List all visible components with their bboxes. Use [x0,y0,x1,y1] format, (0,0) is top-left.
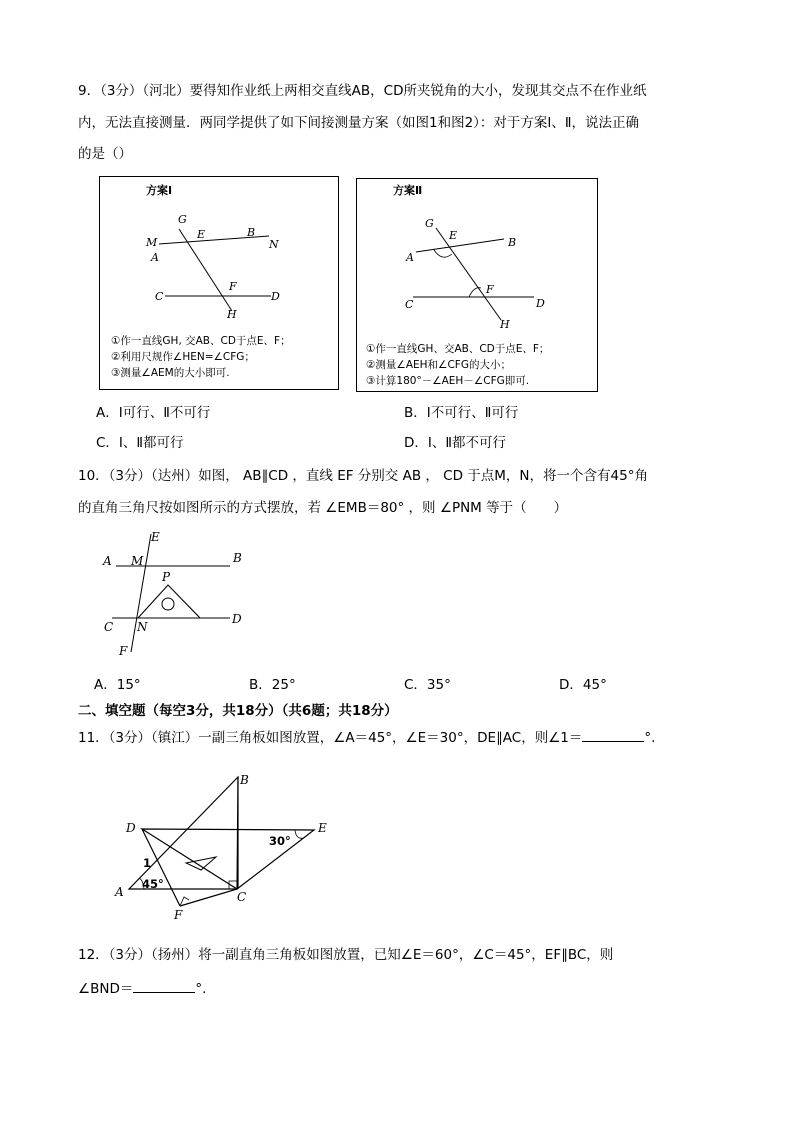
fig1-step: ①作一直线GH, 交AB、CD于点E、F； [111,335,291,347]
q9-figure-2 [356,178,598,392]
fig2-step: ③计算180°－∠AEH－∠CFG即可. [366,375,530,387]
q9-option-d: D．Ⅰ、Ⅱ都不可行 [404,435,507,451]
q10-option-c: C．35° [404,677,451,693]
q10-figure [98,528,258,664]
fig1-label: G [178,213,187,226]
q11-text [78,727,655,747]
fig2-title: 方案Ⅱ [393,184,423,197]
fig1-step: ②利用尺规作∠HEN=∠CFG； [111,351,255,363]
fig2-label: C [405,298,414,311]
q11-label: E [318,821,327,835]
fig1-label: M [146,236,158,249]
q9-line-2: 内，无法直接测量．两同学提供了如下间接测量方案（如图1和图2）：对于方案Ⅰ、Ⅱ，说法正确 [78,115,640,131]
q9-figure-1 [99,176,339,390]
q10-label: M [131,554,144,568]
q11-label: C [237,890,247,904]
q12-text-after: °. [195,981,207,997]
fig1-label: H [227,308,237,321]
q11-label: 30° [269,834,291,848]
q9-option-b: B．Ⅰ不可行、Ⅱ可行 [404,405,519,421]
q10-label: F [119,644,128,658]
q12-line-2 [78,978,206,998]
q11-label: D [126,821,136,835]
q10-label: A [103,554,112,568]
q10-line-1: 10．（3分）（达州）如图， AB∥CD ，直线 EF 分别交 AB ， CD 于点M，N，将一个含有45°角 [78,468,648,484]
fig2-label: H [500,318,510,331]
q10-label: N [137,620,148,634]
q12-answer-blank[interactable] [133,978,195,993]
q9-option-a: A．Ⅰ可行、Ⅱ不可行 [96,405,211,421]
q12-line-1: 12．（3分）（扬州）将一副直角三角板如图放置，已知∠E＝60°，∠C＝45°，EF∥BC，则 [78,947,614,963]
fig1-label: E [197,228,206,241]
q11-label: F [174,908,183,920]
q11-label: A [115,885,124,899]
q11-label: B [240,773,249,787]
fig2-label: G [425,217,434,230]
fig2-step: ②测量∠AEH和∠CFG的大小； [366,359,511,371]
q9-line-3: 的是（） [78,146,132,162]
q10-option-a: A．15° [94,677,141,693]
q10-line-2: 的直角三角尺按如图所示的方式摆放，若 ∠EMB＝80° ，则 ∠PNM 等于（ ） [78,500,568,516]
q12-text-before: ∠BND＝ [78,981,134,997]
fig2-label: B [508,236,517,249]
q11-label: 1 [143,856,152,870]
fig1-label: A [151,251,159,264]
q11-text-after: °. [644,730,656,746]
fig1-label: B [247,226,256,239]
q10-label: E [151,530,160,544]
q10-label: P [162,570,171,584]
q10-option-d: D．45° [559,677,607,693]
fig2-label: E [449,229,458,242]
q11-label: 45° [142,877,164,891]
fig1-title: 方案Ⅰ [146,184,173,197]
q11-answer-blank[interactable] [582,727,644,742]
fig1-step: ③测量∠AEM的大小即可. [111,367,230,379]
q9-line-1: 9．（3分）（河北）要得知作业纸上两相交直线AB，CD所夹锐角的大小，发现其交点不在作业纸 [78,83,647,99]
q11-figure [110,770,340,920]
q10-label: D [232,612,242,626]
q9-option-c: C．Ⅰ、Ⅱ都可行 [96,435,184,451]
q11-text-before: 11．（3分）（镇江）一副三角板如图放置，∠A＝45°，∠E＝30°，DE∥AC，则∠1＝ [78,730,583,746]
fig2-label: A [406,251,414,264]
fig2-label: D [536,297,545,310]
q10-option-b: B．25° [249,677,296,693]
section-2-title: 二、填空题（每空3分，共18分）（共6题；共18分） [78,703,398,719]
fig2-label: F [486,283,494,296]
fig1-label: C [155,290,164,303]
fig2-step: ①作一直线GH、交AB、CD于点E、F； [366,343,550,355]
fig1-label: D [271,290,280,303]
fig1-label: F [229,280,237,293]
q10-label: B [233,551,242,565]
q10-label: C [104,620,114,634]
fig1-label: N [269,238,279,251]
